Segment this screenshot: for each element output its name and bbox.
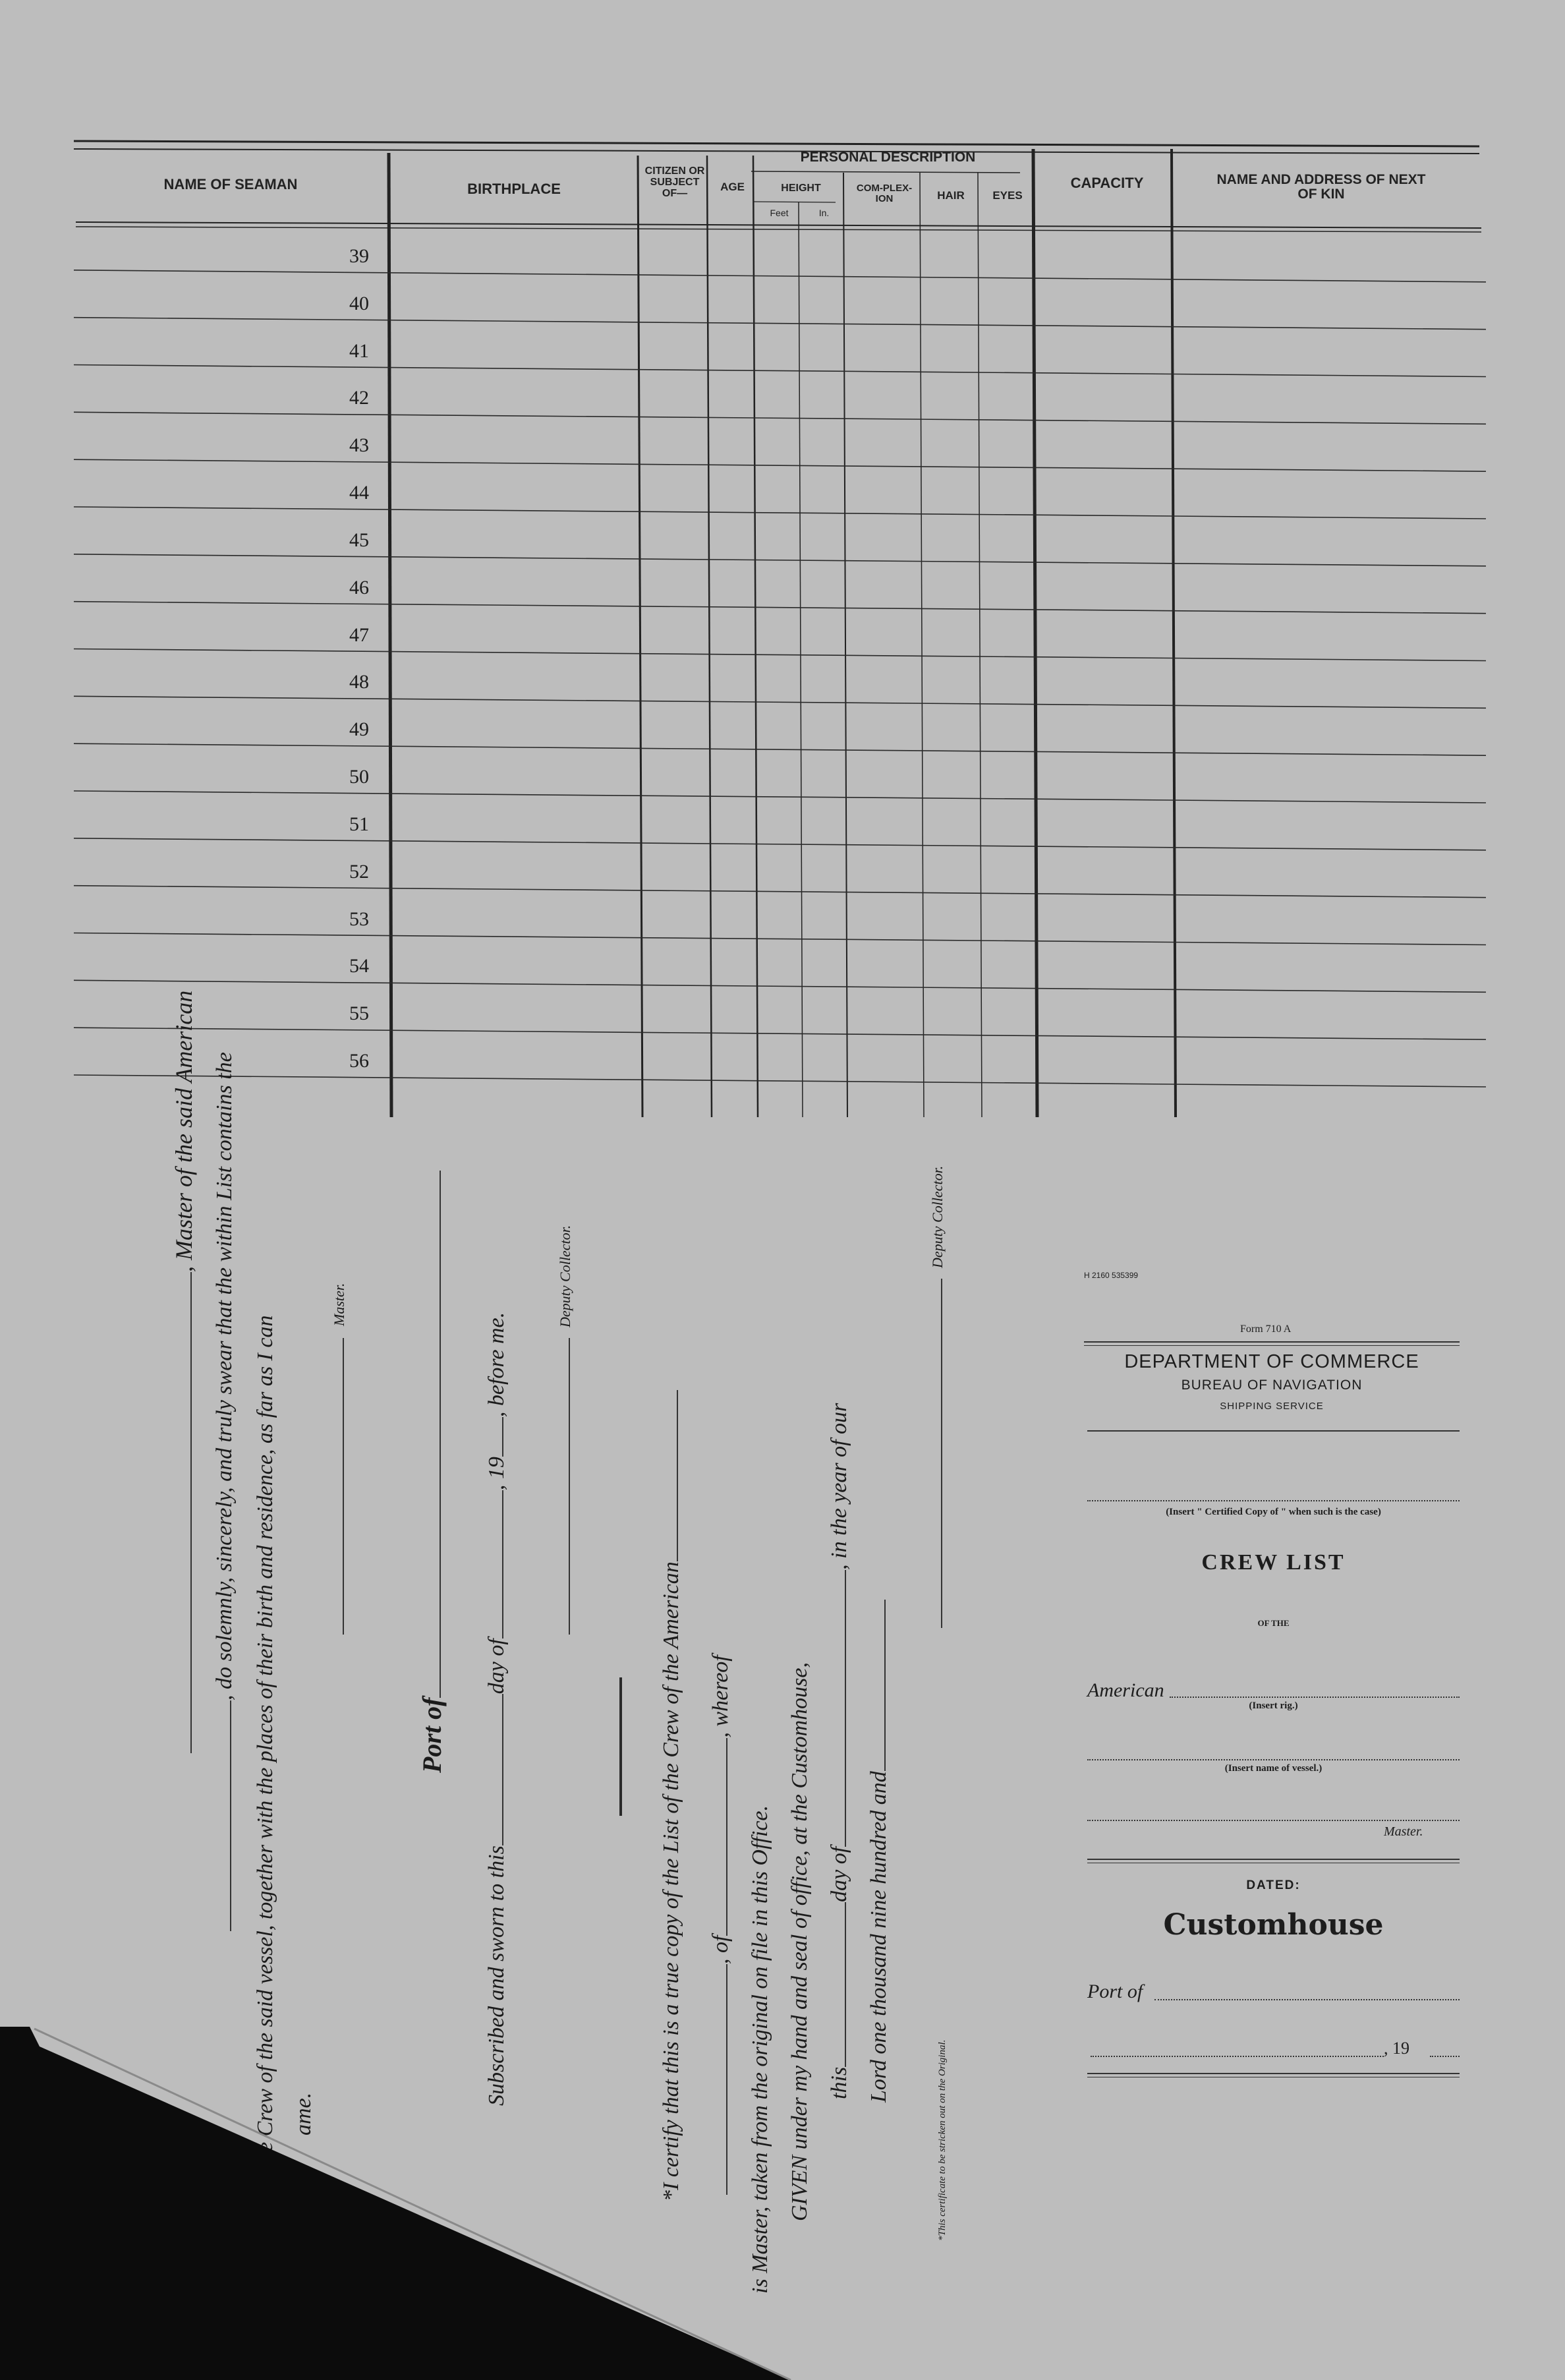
row-number: 44 [349, 482, 369, 504]
header-birthplace: BIRTHPLACE [467, 181, 561, 197]
row-number: 46 [349, 576, 369, 598]
crew-list-title: CREW LIST [1201, 1550, 1346, 1575]
print-code: H 2160 535399 [1084, 1271, 1139, 1280]
insert-vessel: (Insert name of vessel.) [1224, 1763, 1323, 1774]
insert-rig: (Insert rig.) [1249, 1700, 1298, 1711]
header-age: AGE [720, 181, 745, 193]
american-label: American [1087, 1679, 1164, 1701]
row-number: 45 [349, 529, 369, 551]
header-complexion: COM-PLEX-ION [856, 183, 913, 204]
service: SHIPPING SERVICE [1220, 1401, 1324, 1412]
header-inches: In. [818, 208, 830, 218]
header-next-of-kin: NAME AND ADDRESS OF NEXT OF KIN [1216, 172, 1426, 202]
row-number: 43 [349, 434, 369, 457]
row-number: 52 [349, 860, 369, 883]
row-number: 42 [349, 387, 369, 409]
row-number: 53 [349, 908, 369, 930]
row-number: 49 [349, 718, 369, 741]
of-the: OF THE [1257, 1618, 1290, 1628]
document-page: NAME OF SEAMAN BIRTHPLACE CITIZEN OR SUBJECT OF— AGE PERSONAL DESCRIPTION HEIGHT Feet In. COM-PLEX-ION HAIR EYES CAPACITY NAME AND ADDRESS OF NEXT OF KIN 39 40 41 42 43 44 45 46 47 48 49 50 51 52 53 54 55 56 , Master of the said American , do solemnly, sincerely, and truly swear that the within List contains the e Crew of the said vessel, together with the places of their birth and residence, as far as I can ame. Master. Port of Subscribed and sworn to thisday of, 19, before me. Deputy Collector. *I certify that this is a true copy of the List of the Crew of the American , of, whereof is Master, taken from the original on file in this Office. GIVEN under my hand and seal of office, at the Customhouse, thisday of, in the year of our Lord one thousand nine hundred and Deputy Collector. *This certificate to be stricken out on the Original. H 2160 535399 Form 710 A DEPARTMENT OF COMMERCE BUREAU OF NAVIGATION SHIPPING SERVICE (Insert " Certified Copy of " when such is the case) CREW LIST OF THE American (Insert rig.) (Insert name of vessel.) Master. DATED: Customhouse Port of , 19 [0, 0, 1565, 2380]
row-number: 55 [349, 1002, 369, 1025]
header-eyes: EYES [992, 189, 1023, 202]
header-height: HEIGHT [781, 183, 821, 194]
row-number: 40 [349, 292, 369, 314]
row-number: 51 [349, 813, 369, 835]
insert-certified: (Insert " Certified Copy of " when such is the case) [1166, 1507, 1381, 1517]
port-of-label: Port of [1087, 1981, 1143, 2002]
dated-label: DATED: [1246, 1878, 1301, 1892]
header-feet: Feet [770, 208, 789, 218]
row-number: 39 [349, 245, 369, 267]
cover-nineteen: , 19 [1384, 2039, 1409, 2058]
header-capacity: CAPACITY [1070, 175, 1144, 191]
row-number: 54 [349, 955, 369, 977]
header-citizen: CITIZEN OR SUBJECT OF— [644, 165, 705, 199]
row-number: 50 [349, 766, 369, 788]
customhouse-label: Customhouse [1163, 1908, 1384, 1942]
cover-master: Master. [1384, 1824, 1423, 1839]
form-number: Form 710 A [1240, 1323, 1292, 1335]
header-hair: HAIR [937, 189, 965, 202]
row-number: 41 [349, 339, 369, 362]
row-number: 56 [349, 1050, 369, 1072]
header-personal-description: PERSONAL DESCRIPTION [800, 150, 976, 165]
bureau: BUREAU OF NAVIGATION [1181, 1378, 1363, 1393]
department: DEPARTMENT OF COMMERCE [1124, 1351, 1419, 1372]
row-number: 47 [349, 624, 369, 646]
header-name-of-seaman: NAME OF SEAMAN [163, 176, 298, 192]
row-number: 48 [349, 671, 369, 693]
